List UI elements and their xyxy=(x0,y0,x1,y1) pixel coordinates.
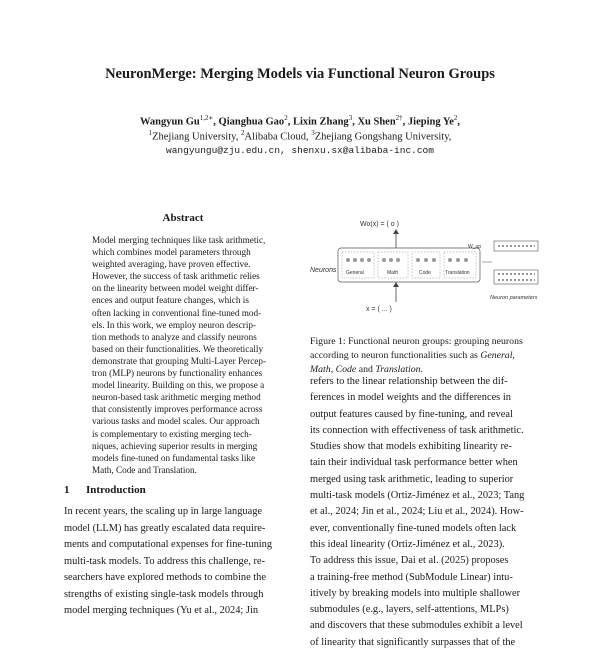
text-line: this ideal linearity (Ortiz-Jiménez et al., 2023). xyxy=(310,538,505,550)
text-line: submodules (e.g., layers, self-attentions, MLPs) xyxy=(310,604,509,616)
neuron-dot xyxy=(353,258,357,262)
group-label: Code xyxy=(419,270,431,276)
weight-matrix-bottom xyxy=(494,270,538,284)
figure-1-diagram xyxy=(308,214,548,314)
text-line: and discovers that these submodules exhibit a level xyxy=(310,620,523,632)
text-line: based on their functionalities. We theoretically xyxy=(92,343,264,354)
neuron-groups-diagram xyxy=(308,214,548,314)
text-line: To address this issue, Dai et al. (2025) proposes xyxy=(310,555,509,567)
neurons-label: Neurons xyxy=(310,267,337,274)
top-arrow-head xyxy=(393,229,399,234)
text-line: refers to the linear relationship between the dif- xyxy=(310,376,508,387)
author-affiliation-mark: 2 xyxy=(284,114,288,122)
group-label: Math xyxy=(387,270,399,276)
text-line: ever, conventionally fine-tuned models often lack xyxy=(310,522,517,534)
text-line: ments and computational expenses for fine-tuning xyxy=(64,539,273,550)
section-title: Introduction xyxy=(86,484,146,496)
affiliation-mark: 1 xyxy=(148,129,153,137)
affiliation: Alibaba Cloud xyxy=(244,131,306,143)
neuron-group-translation xyxy=(444,252,476,278)
neuron-dot xyxy=(396,258,400,262)
abstract-heading: Abstract xyxy=(162,212,204,224)
text-line: strengths of existing single-task models through xyxy=(64,588,264,600)
neuron-dot xyxy=(456,258,460,262)
weight-matrix-top xyxy=(468,241,538,251)
neuron-dot xyxy=(360,258,364,262)
text-line: model (LLM) has greatly escalated data require- xyxy=(64,522,266,534)
text-line: niques, achieving superior results in merging xyxy=(92,440,258,451)
neuron-dot xyxy=(346,258,350,262)
top-formula-label: Wo(x) = ( o ) xyxy=(360,221,399,228)
text-line: models fine-tuned on fundamental tasks like xyxy=(92,452,256,463)
text-line: its connection with effectiveness of task arithmetic. xyxy=(310,424,524,436)
group-label: General xyxy=(346,270,364,276)
matrix-label: W_up xyxy=(468,244,482,250)
introduction-body xyxy=(64,504,308,620)
text-line: searchers have explored methods to combine the xyxy=(64,572,266,583)
neuron-dot xyxy=(389,258,393,262)
neuron-dot xyxy=(448,258,452,262)
caption-line: Figure 1: Functional neuron groups: grouping neurons xyxy=(310,336,523,347)
text-line: els. In this work, we employ neuron descrip- xyxy=(92,319,257,330)
caption-line: Math, Code and Translation. xyxy=(310,364,423,375)
text-line: tion methods to analyze and classify neurons xyxy=(92,331,257,342)
paper-title: NeuronMerge: Merging Models via Functional Neuron Groups xyxy=(105,66,495,82)
text-line: et al., 2024; Jin et al., 2024; Liu et al., 2024). How- xyxy=(310,506,524,518)
text-line: tron (MLP) neurons by functionality enhances xyxy=(92,368,263,379)
affiliation: Zhejiang Gongshang University xyxy=(314,131,449,143)
text-line: is complementary to existing merging tech- xyxy=(92,428,252,439)
text-line: on the linearity between model weight differ- xyxy=(92,283,259,294)
author-emails: wangyungu@zju.edu.cn, shenxu.sx@alibaba-inc.com xyxy=(166,145,434,156)
author-affiliation-mark: 3 xyxy=(348,114,353,122)
text-line: merged using task arithmetic, leading to superior xyxy=(310,473,514,485)
author-affiliation-mark: 1,2∗ xyxy=(199,114,214,122)
neuron-group-general xyxy=(342,252,374,278)
author-affiliation-mark: 2† xyxy=(395,114,403,122)
affiliation-list: $^1$Zhejiang University, $^2$Alibaba Cloud, $^3$Zhejiang Gongshang University, xyxy=(148,129,452,143)
neuron-dot xyxy=(416,258,420,262)
text-line: itively by breaking models into multiple shallower xyxy=(310,587,521,599)
neuron-layer-box xyxy=(338,248,480,282)
figure-1-caption xyxy=(310,335,546,377)
text-line: In recent years, the scaling up in large language xyxy=(64,506,263,517)
author-affiliation-mark: 2 xyxy=(453,114,458,122)
text-line: Model merging techniques like task arithmetic, xyxy=(92,235,266,245)
section-number: 1 xyxy=(64,484,70,496)
text-line: output features caused by fine-tuning, and reveal xyxy=(310,408,513,420)
bottom-arrow-head xyxy=(393,282,399,287)
text-line: weighted averaging, have proven effective. xyxy=(92,259,251,270)
author-name: Jieping Ye xyxy=(407,116,454,128)
bottom-formula-label: x = ( ... ) xyxy=(366,306,392,313)
text-line: various tasks and model scales. Our approach xyxy=(92,416,260,427)
neuron-dot xyxy=(464,258,468,262)
neuron-group-math xyxy=(378,252,408,278)
text-line: ferences in model weights and the differences in xyxy=(310,392,511,404)
author-name: Qianghua Gao xyxy=(218,116,285,128)
caption-line: according to neuron functionalities such as General, xyxy=(310,350,515,361)
text-line: multi-task models. To address this challenge, re- xyxy=(64,555,266,567)
author-name: Wangyun Gu xyxy=(139,116,200,128)
section-heading xyxy=(64,484,304,496)
affiliation-mark: 3 xyxy=(311,129,315,137)
text-line: ences and output feature changes, which is xyxy=(92,295,249,306)
text-line: that consistently improves performance across xyxy=(92,404,263,415)
affiliation: Zhejiang University xyxy=(152,131,236,143)
text-line: However, the success of task arithmetic relies xyxy=(92,271,260,282)
text-line: which combines model parameters through xyxy=(92,247,251,258)
text-line: Math, Code and Translation. xyxy=(92,464,197,475)
text-line: Studies show that models exhibiting linearity re- xyxy=(310,441,513,453)
author-name: Lixin Zhang xyxy=(292,116,349,128)
neuron-dot xyxy=(382,258,386,262)
text-line: model merging techniques (Yu et al., 2024; Jin xyxy=(64,605,259,616)
neuron-dot xyxy=(432,258,436,262)
abstract-body xyxy=(92,234,274,476)
neuron-dot xyxy=(424,258,428,262)
text-line: of linearity that significantly surpasses that of the xyxy=(310,636,516,648)
right-column-body xyxy=(310,374,546,651)
neuron-parameters-label: Neuron parameters xyxy=(490,295,538,301)
text-line: often lacking in conventional fine-tuned mod- xyxy=(92,307,262,318)
text-line: neuron-based task arithmetic merging method xyxy=(92,392,261,403)
text-line: multi-task models (Ortiz-Jiménez et al., 2023; Tang xyxy=(310,490,525,502)
neuron-group-code xyxy=(412,252,440,278)
author-name: Xu Shen xyxy=(357,116,396,128)
matrix-box xyxy=(494,270,538,284)
neuron-dot xyxy=(367,258,371,262)
group-label: Translation xyxy=(445,270,470,276)
text-line: a training-free method (SubModule Linear) intu- xyxy=(310,571,513,583)
affiliation-mark: 2 xyxy=(240,129,245,137)
text-line: tain their individual task performance better when xyxy=(310,457,518,469)
author-list: Wangyun $Gu^{1,2∗}$, Qianghua Gao$^2$, Lixin Zhang$^3$, Xu Shen$^{2\dagger}$, Jieping Ye$^2$, xyxy=(139,114,461,128)
text-line: model linearity. Building on this, we propose a xyxy=(92,380,265,391)
text-line: demonstrate that grouping Multi-Layer Percep- xyxy=(92,355,266,366)
